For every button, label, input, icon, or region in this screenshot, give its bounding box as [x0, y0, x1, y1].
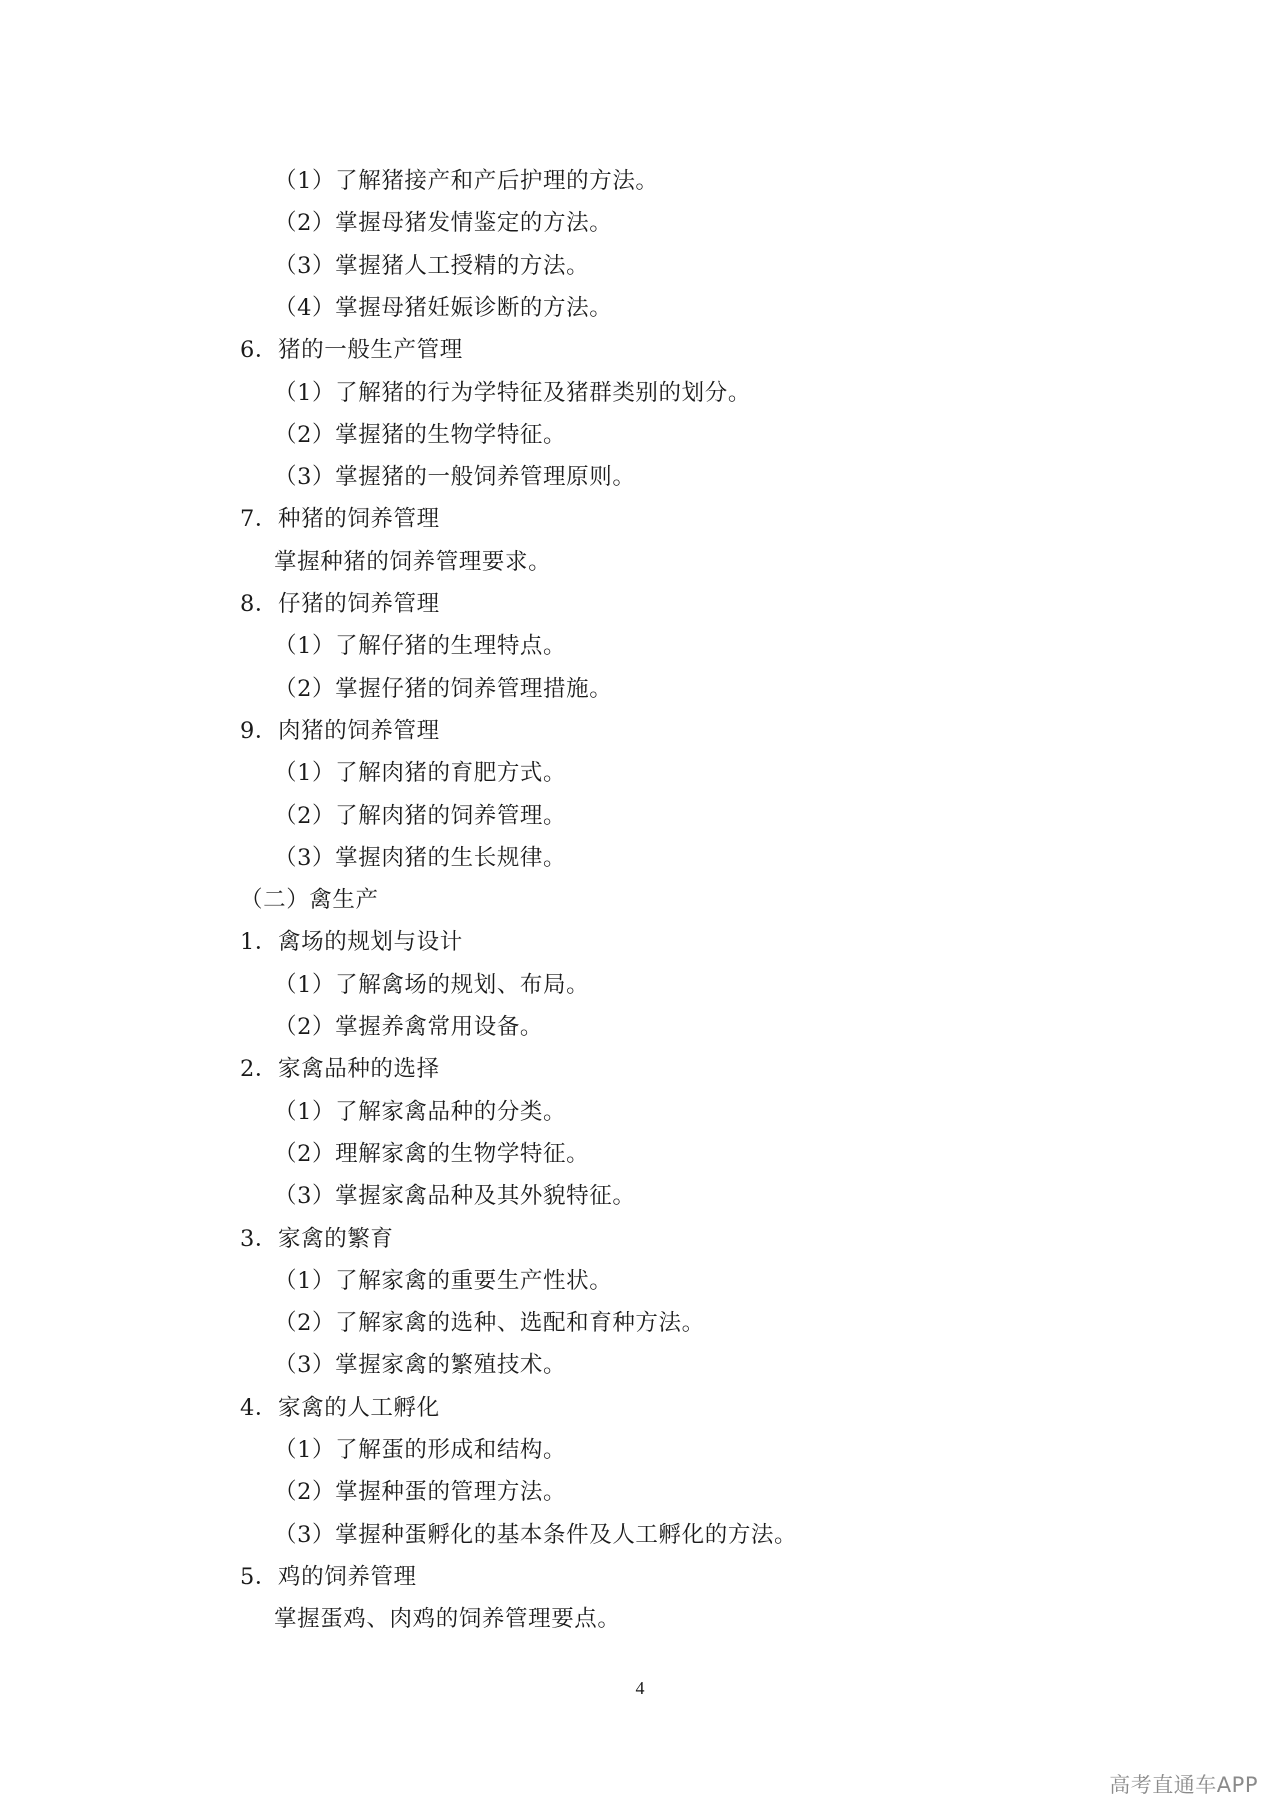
list-item: （2）理解家禽的生物学特征。: [274, 1140, 590, 1167]
list-item: （2）掌握猪的生物学特征。: [274, 421, 567, 448]
list-item: （1）了解禽场的规划、布局。: [274, 971, 590, 998]
list-item: （2）掌握种蛋的管理方法。: [274, 1479, 567, 1506]
list-item: （3）掌握家禽的繁殖技术。: [274, 1352, 567, 1379]
page-number: 4: [635, 1678, 645, 1698]
list-item: （1）了解家禽的重要生产性状。: [274, 1267, 613, 1294]
list-item: 掌握种猪的饲养管理要求。: [274, 548, 552, 575]
list-item: （1）了解仔猪的生理特点。: [274, 633, 567, 660]
section-heading: 8．仔猪的饲养管理: [240, 591, 440, 617]
list-item: （2）掌握仔猪的饲养管理措施。: [274, 675, 613, 702]
list-item: （1）了解猪的行为学特征及猪群类别的划分。: [274, 379, 751, 406]
section-heading: 1．禽场的规划与设计: [240, 929, 463, 956]
list-item: （1）了解蛋的形成和结构。: [274, 1437, 567, 1463]
list-item: （3）掌握肉猪的生长规律。: [274, 844, 567, 871]
section-heading: 5．鸡的饲养管理: [240, 1563, 417, 1590]
watermark: 高考直通车APP: [1109, 1773, 1258, 1797]
section-heading: （二）禽生产: [240, 887, 379, 914]
list-item: （2）了解家禽的选种、选配和育种方法。: [274, 1310, 705, 1337]
section-heading: 7．种猪的饲养管理: [240, 506, 440, 533]
list-item: （3）掌握家禽品种及其外貌特征。: [274, 1183, 636, 1210]
list-item: （3）掌握种蛋孵化的基本条件及人工孵化的方法。: [274, 1521, 798, 1548]
list-item: （2）了解肉猪的饲养管理。: [274, 802, 567, 829]
section-heading: 4．家禽的人工孵化: [240, 1394, 440, 1421]
section-heading: 3．家禽的繁育: [240, 1225, 394, 1252]
list-item: （2）掌握母猪发情鉴定的方法。: [274, 210, 613, 237]
section-heading: 9．肉猪的饲养管理: [240, 717, 440, 744]
list-item: （4）掌握母猪妊娠诊断的方法。: [274, 294, 613, 321]
list-item: 掌握蛋鸡、肉鸡的饲养管理要点。: [274, 1606, 621, 1633]
list-item: （2）掌握养禽常用设备。: [274, 1014, 544, 1040]
list-item: （1）了解猪接产和产后护理的方法。: [274, 168, 659, 194]
list-item: （3）掌握猪的一般饲养管理原则。: [274, 464, 636, 491]
list-item: （1）了解肉猪的育肥方式。: [274, 760, 567, 787]
section-heading: 2．家禽品种的选择: [240, 1056, 440, 1083]
list-item: （3）掌握猪人工授精的方法。: [274, 252, 590, 279]
section-heading: 6．猪的一般生产管理: [240, 337, 463, 364]
list-item: （1）了解家禽品种的分类。: [274, 1098, 567, 1125]
